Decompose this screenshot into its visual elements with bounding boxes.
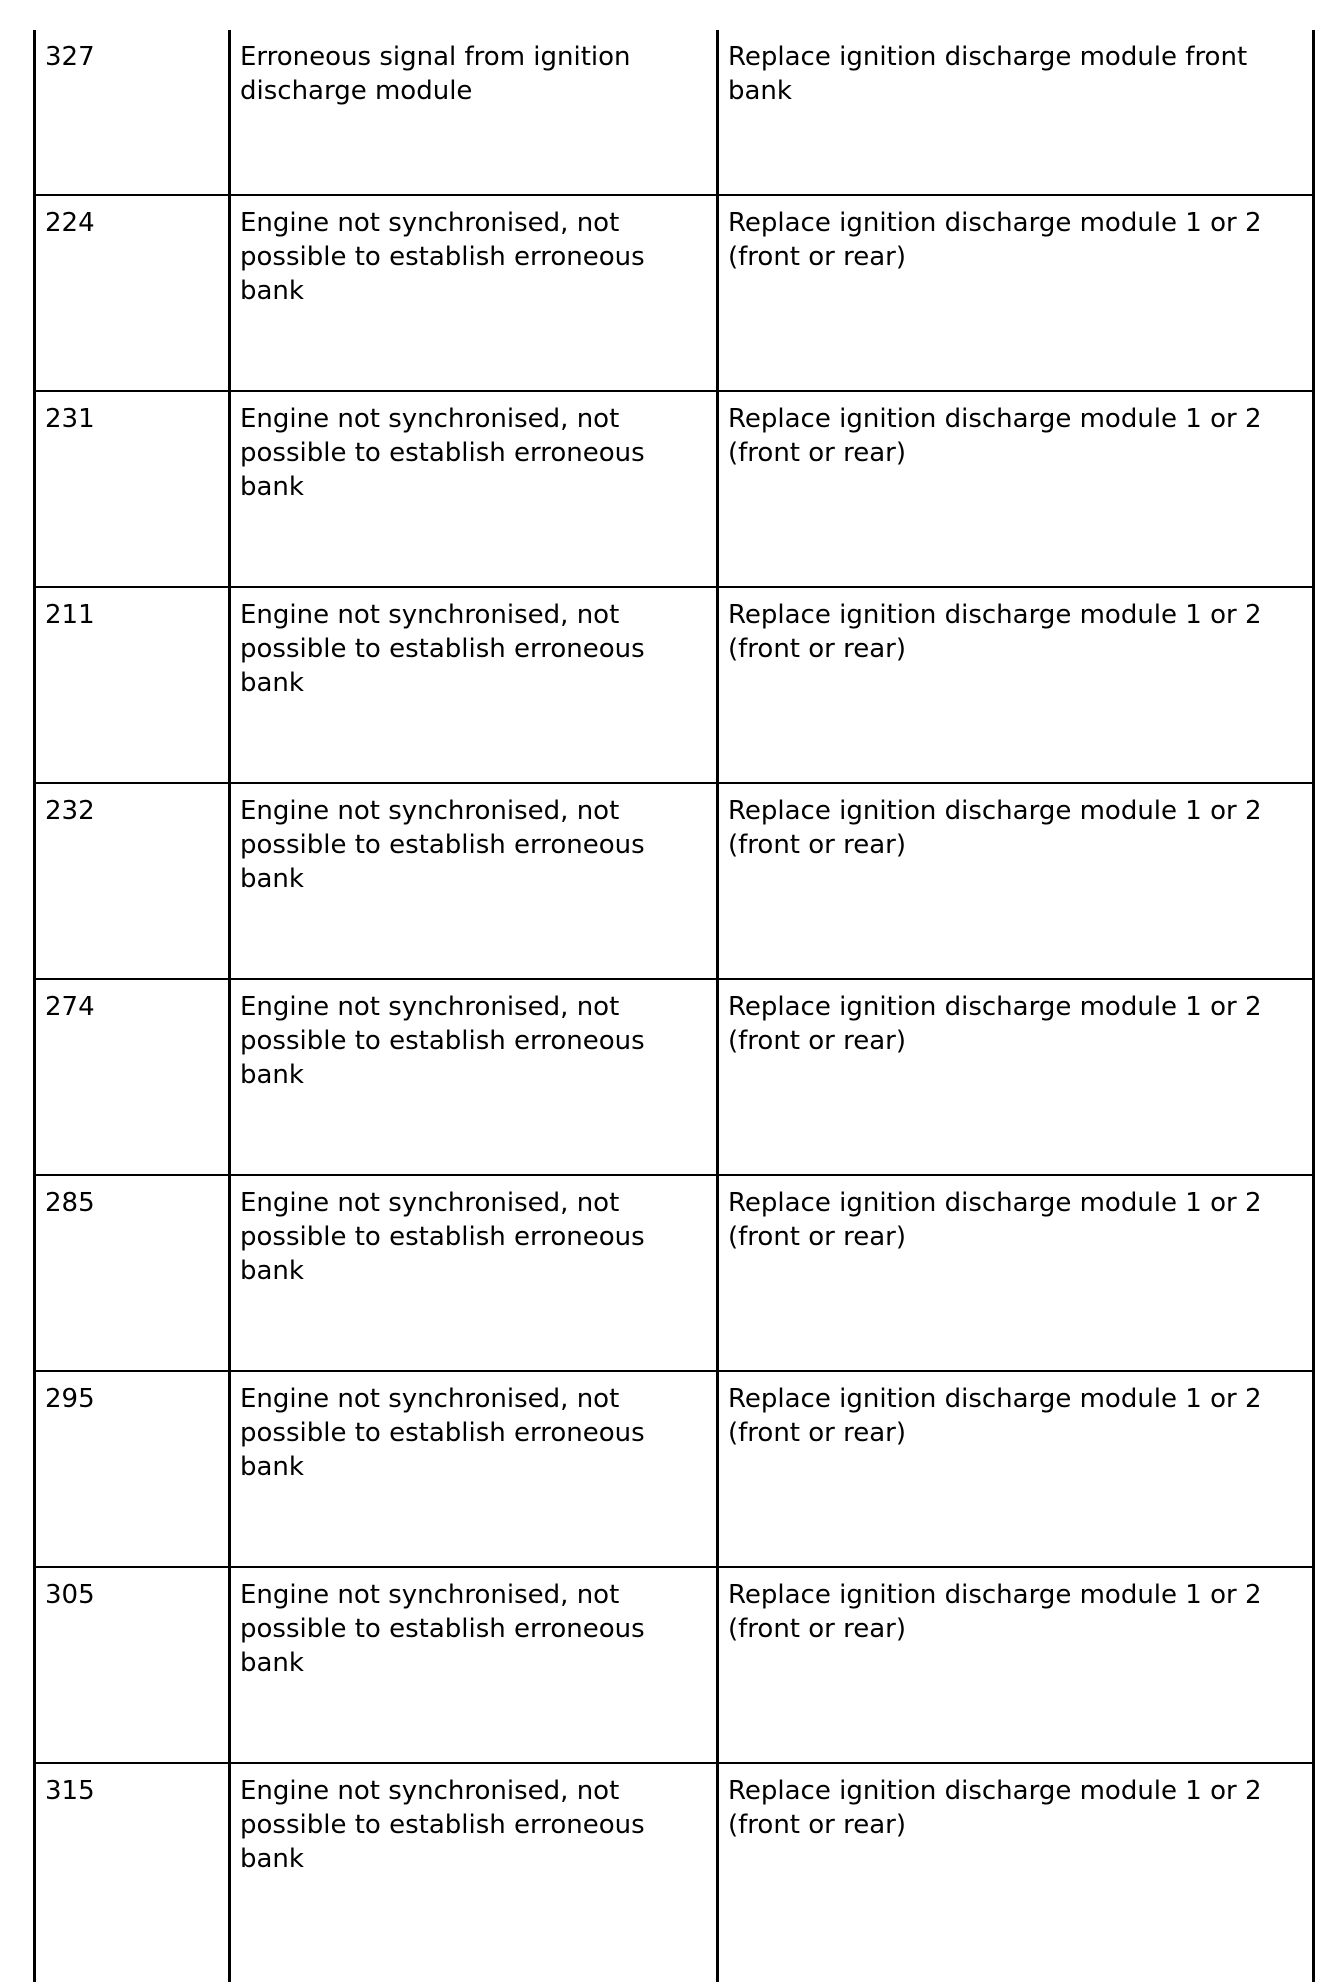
fault-action-cell: Replace ignition discharge module 1 or 2 (front or rear)	[718, 1371, 1314, 1567]
fault-cause-cell: Engine not synchronised, not possible to establish erroneous bank	[230, 1175, 718, 1371]
fault-code-table-container	[33, 30, 1312, 1982]
fault-cause-cell: Erroneous signal from ignition discharge module	[230, 30, 718, 195]
fault-code-cell: 231	[35, 391, 230, 587]
fault-code-cell: 232	[35, 783, 230, 979]
fault-action-cell: Replace ignition discharge module 1 or 2 (front or rear)	[718, 1567, 1314, 1763]
fault-cause-cell: Engine not synchronised, not possible to establish erroneous bank	[230, 1763, 718, 1982]
table-row	[35, 1371, 1314, 1567]
fault-code-cell: 295	[35, 1371, 230, 1567]
fault-code-cell: 274	[35, 979, 230, 1175]
table-row	[35, 979, 1314, 1175]
fault-cause-cell: Engine not synchronised, not possible to establish erroneous bank	[230, 391, 718, 587]
fault-code-cell: 224	[35, 195, 230, 391]
fault-cause-cell: Engine not synchronised, not possible to establish erroneous bank	[230, 1371, 718, 1567]
fault-cause-cell: Engine not synchronised, not possible to establish erroneous bank	[230, 587, 718, 783]
fault-action-cell: Replace ignition discharge module 1 or 2 (front or rear)	[718, 783, 1314, 979]
fault-action-cell: Replace ignition discharge module 1 or 2 (front or rear)	[718, 587, 1314, 783]
fault-action-cell: Replace ignition discharge module 1 or 2 (front or rear)	[718, 391, 1314, 587]
fault-cause-cell: Engine not synchronised, not possible to establish erroneous bank	[230, 979, 718, 1175]
fault-code-cell: 211	[35, 587, 230, 783]
fault-code-cell: 305	[35, 1567, 230, 1763]
fault-action-cell: Replace ignition discharge module 1 or 2 (front or rear)	[718, 1175, 1314, 1371]
table-row	[35, 783, 1314, 979]
fault-code-table	[33, 30, 1315, 1982]
fault-code-cell: 285	[35, 1175, 230, 1371]
table-row	[35, 195, 1314, 391]
table-row	[35, 30, 1314, 195]
fault-action-cell: Replace ignition discharge module 1 or 2 (front or rear)	[718, 979, 1314, 1175]
table-row	[35, 587, 1314, 783]
fault-cause-cell: Engine not synchronised, not possible to establish erroneous bank	[230, 783, 718, 979]
fault-action-cell: Replace ignition discharge module 1 or 2 (front or rear)	[718, 195, 1314, 391]
fault-action-cell: Replace ignition discharge module front bank	[718, 30, 1314, 195]
fault-cause-cell: Engine not synchronised, not possible to establish erroneous bank	[230, 1567, 718, 1763]
fault-code-cell: 327	[35, 30, 230, 195]
fault-code-cell: 315	[35, 1763, 230, 1982]
table-row	[35, 1763, 1314, 1982]
table-row	[35, 391, 1314, 587]
table-row	[35, 1567, 1314, 1763]
table-row	[35, 1175, 1314, 1371]
fault-cause-cell: Engine not synchronised, not possible to establish erroneous bank	[230, 195, 718, 391]
fault-action-cell: Replace ignition discharge module 1 or 2 (front or rear)	[718, 1763, 1314, 1982]
